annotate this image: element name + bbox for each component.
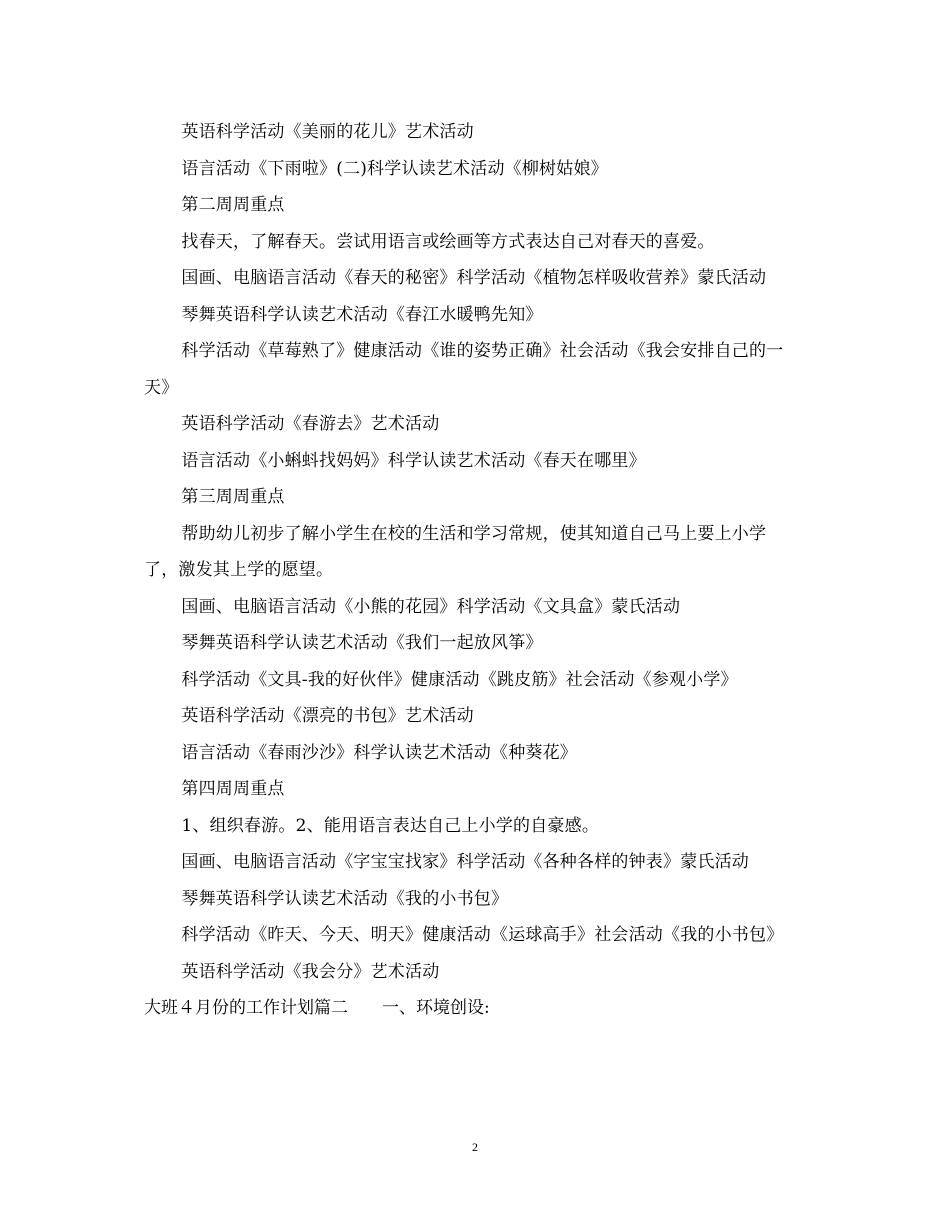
paragraph-19: 国画、电脑语言活动《字宝宝找家》科学活动《各种各样的钟表》蒙氏活动 <box>181 852 749 872</box>
paragraph-2: 语言活动《下雨啦》(二)科学认读艺术活动《柳树姑娘》 <box>181 158 608 179</box>
paragraph-21: 科学活动《昨天、今天、明天》健康活动《运球高手》社会活动《我的小书包》 <box>181 925 784 945</box>
paragraph-9: 语言活动《小蝌蚪找妈妈》科学认读艺术活动《春天在哪里》 <box>181 450 646 471</box>
paragraph-20: 琴舞英语科学认读艺术活动《我的小书包》 <box>181 888 509 909</box>
paragraph-4: 找春天，了解春天。尝试用语言或绘画等方式表达自己对春天的喜爱。 <box>181 231 715 252</box>
week-4-heading: 第四周周重点 <box>181 779 285 799</box>
paragraph-18: 1、组织春游。2、能用语言表达自己上小学的自豪感。 <box>181 815 600 836</box>
paragraph-6: 琴舞英语科学认读艺术活动《春江水暖鸭先知》 <box>181 304 543 325</box>
section-title-line: 大班４月份的工作计划篇二 一、环境创设: <box>144 998 490 1018</box>
paragraph-15: 英语科学活动《漂亮的书包》艺术活动 <box>181 706 474 726</box>
paragraph-7: 科学活动《草莓熟了》健康活动《谁的姿势正确》社会活动《我会安排自己的一天》 <box>144 341 784 398</box>
paragraph-16: 语言活动《春雨沙沙》科学认读艺术活动《种葵花》 <box>181 742 577 763</box>
page-number: 2 <box>472 1140 478 1154</box>
paragraph-8: 英语科学活动《春游去》艺术活动 <box>181 414 440 434</box>
paragraph-14: 科学活动《文具-我的好伙伴》健康活动《跳皮筋》社会活动《参观小学》 <box>181 669 738 690</box>
paragraph-1: 英语科学活动《美丽的花儿》艺术活动 <box>181 122 474 142</box>
paragraph-12: 国画、电脑语言活动《小熊的花园》科学活动《文具盒》蒙氏活动 <box>181 596 681 617</box>
paragraph-5: 国画、电脑语言活动《春天的秘密》科学活动《植物怎样吸收营养》蒙氏活动 <box>181 268 767 288</box>
week-2-heading: 第二周周重点 <box>181 195 285 215</box>
paragraph-11: 帮助幼儿初步了解小学生在校的生活和学习常规，使其知道自己马上要上小学了，激发其上学的愿望。 <box>144 523 767 580</box>
paragraph-13: 琴舞英语科学认读艺术活动《我们一起放风筝》 <box>181 633 543 653</box>
document-body <box>144 114 800 1027</box>
week-3-heading: 第三周周重点 <box>181 487 285 507</box>
paragraph-22: 英语科学活动《我会分》艺术活动 <box>181 961 440 982</box>
